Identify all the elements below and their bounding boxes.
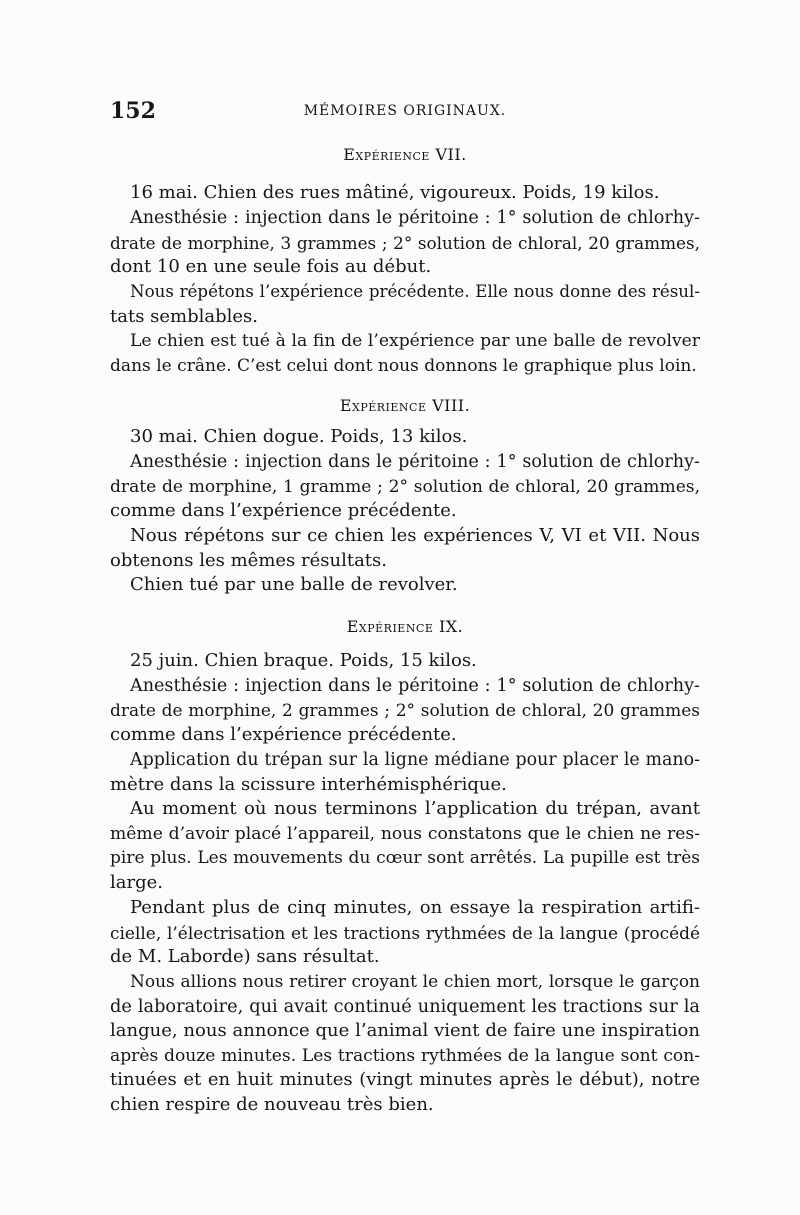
text-line: 25 juin. Chien braque. Poids, 15 kilos. [130,650,477,671]
text-line: Pendant plus de cinq minutes, on essaye la respiration artifi- [130,897,700,918]
experiment-8-paragraph-4 [110,573,700,598]
text-line: large. [110,871,163,893]
text-line: Application du trépan sur la ligne médiane pour placer le mano- [130,750,700,770]
experiment-7-paragraph-2 [110,206,700,280]
text-line: Le chien est tué à la fin de l’expérience par une balle de revolver [130,331,700,351]
page-number: 152 [110,98,156,124]
text-line: après douze minutes. Les tractions rythmées de la langue sont con- [110,1045,700,1066]
text-line: 30 mai. Chien dogue. Poids, 13 kilos. [130,426,468,447]
experiment-9-title: Expérience IX. [346,617,464,636]
text-line: drate de morphine, 1 gramme ; 2° solution de chloral, 20 grammes, [110,476,700,497]
experiment-9-paragraph-2 [110,674,700,748]
text-line: Anesthésie : injection dans le péritoine : 1° solution de chlorhy- [130,676,700,696]
text-line: langue, nous annonce que l’animal vient de faire une inspiration [110,1020,700,1041]
experiment-9-paragraph-4 [110,797,700,895]
text-line: de laboratoire, qui avait continué uniquement les tractions sur la [110,996,700,1017]
text-line: Anesthésie : injection dans le péritoine : 1° solution de chlorhy- [130,452,700,472]
experiment-8-paragraph-2 [110,450,700,524]
experiment-7-paragraph-4 [110,329,700,378]
text-line: drate de morphine, 2 grammes ; 2° solution de chloral, 20 grammes [110,700,700,721]
experiment-9-paragraph-1 [110,649,700,674]
text-line: 16 mai. Chien des rues mâtiné, vigoureux. Poids, 19 kilos. [130,182,660,203]
text-line: drate de morphine, 3 grammes ; 2° solution de chloral, 20 grammes, [110,232,700,253]
text-line: Anesthésie : injection dans le péritoine : 1° solution de chlorhy- [130,208,700,228]
experiment-9-paragraph-3 [110,748,700,797]
experiment-7-title: Expérience VII. [343,145,467,164]
text-line: Nous allions nous retirer croyant le chien mort, lorsque le garçon [130,972,700,992]
text-line: obtenons les mêmes résultats. [110,549,387,571]
experiment-8-title: Expérience VIII. [339,396,471,415]
running-title: MÉMOIRES ORIGINAUX. [303,103,507,119]
experiment-8-paragraph-1 [110,425,700,450]
text-line: même d’avoir placé l’appareil, nous constatons que le chien ne res- [110,823,700,844]
text-line: de M. Laborde) sans résultat. [110,946,380,967]
experiment-7-paragraph-3 [110,280,700,329]
text-line: Chien tué par une balle de revolver. [130,574,458,595]
text-line: chien respire de nouveau très bien. [110,1093,434,1115]
text-line: dont 10 en une seule fois au début. [110,256,432,277]
experiment-9-paragraph-5 [110,896,700,970]
text-line: mètre dans la scissure interhémisphérique. [110,773,507,795]
text-line: Nous répétons sur ce chien les expériences V, VI et VII. Nous [130,525,700,546]
text-line: comme dans l’expérience précédente. [110,724,457,745]
text-line: Au moment où nous terminons l’application du trépan, avant [130,798,700,819]
experiment-7-paragraph-1 [110,181,700,206]
text-line: tats semblables. [110,305,259,327]
text-line: pire plus. Les mouvements du cœur sont arrêtés. La pupille est très [110,848,700,868]
text-line: Nous répétons l’expérience précédente. Elle nous donne des résul- [130,282,700,301]
text-line: cielle, l’électrisation et les tractions rythmées de la langue (procédé [110,922,700,943]
experiment-8-paragraph-3 [110,524,700,573]
text-line: tinuées et en huit minutes (vingt minutes après le début), notre [110,1069,700,1090]
text-line: dans le crâne. C’est celui dont nous donnons le graphique plus loin. [110,355,697,376]
experiment-9-paragraph-6 [110,970,700,1117]
text-line: comme dans l’expérience précédente. [110,500,457,521]
page-header [110,98,700,128]
